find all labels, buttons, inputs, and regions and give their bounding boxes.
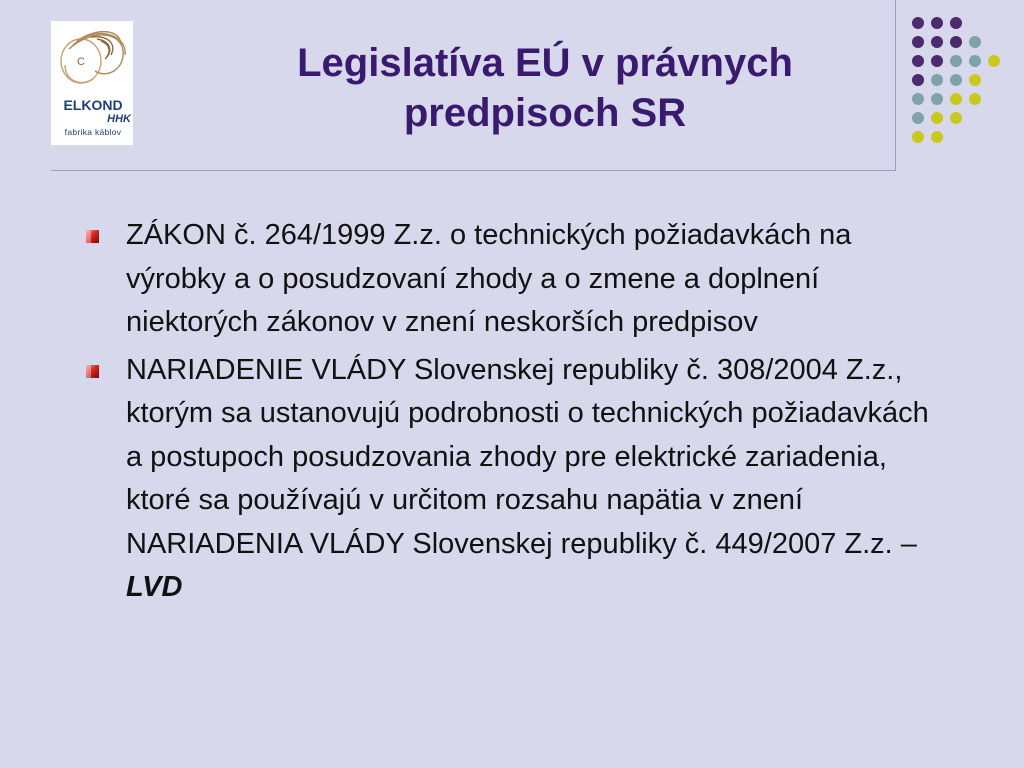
header-vertical-divider <box>895 0 896 171</box>
dot <box>931 131 943 143</box>
dot-row-7 <box>912 131 943 143</box>
dot-row-2 <box>912 36 981 48</box>
title-line-1: Legislatíva EÚ v právnych <box>297 41 793 85</box>
dot <box>988 55 1000 67</box>
bullet-text: ZÁKON č. 264/1999 Z.z. o technických požiadavkách na výrobky a o posudzovaní zhody a o zmene a doplnení niektorých zákonov v znení neskorších predpisov <box>126 219 852 338</box>
dot <box>912 55 924 67</box>
bullet-emphasis: LVD <box>126 571 183 603</box>
logo-brand: ELKOND <box>63 97 123 113</box>
dot <box>969 74 981 86</box>
dot <box>950 17 962 29</box>
list-item <box>84 214 946 345</box>
dot <box>912 112 924 124</box>
dot <box>931 93 943 105</box>
dot <box>931 55 943 67</box>
dot <box>969 36 981 48</box>
dot <box>931 74 943 86</box>
bullet-text: NARIADENIE VLÁDY Slovenskej republiky č. 308/2004 Z.z., ktorým sa ustanovujú podrobnosti o technických požiadavkách a postupoch posudzovania zhody pre elektrické zariadenia, ktoré sa používajú v určitom rozsahu napätia v znení NARIADENIA VLÁDY Slovenskej republiky č. 449/2007 Z.z. – <box>126 353 929 560</box>
dot <box>931 112 943 124</box>
bullet-list <box>84 214 964 614</box>
dot <box>950 36 962 48</box>
dot <box>950 55 962 67</box>
dot <box>950 93 962 105</box>
slide-title <box>200 38 890 138</box>
dot <box>950 74 962 86</box>
header-divider <box>51 170 896 171</box>
dot <box>969 55 981 67</box>
logo-tagline: fabrika káblov <box>64 127 122 137</box>
dot-row-6 <box>912 112 962 124</box>
elkond-logo <box>51 21 133 145</box>
cable-coil-icon <box>51 21 133 101</box>
dot <box>912 17 924 29</box>
list-item <box>84 349 946 610</box>
title-line-2: predpisoch SR <box>403 91 687 135</box>
dot <box>969 93 981 105</box>
dot <box>931 36 943 48</box>
dot <box>912 131 924 143</box>
logo-sub: HHK <box>107 113 131 125</box>
dot <box>912 93 924 105</box>
dot <box>912 36 924 48</box>
dot-row-3 <box>912 55 1000 67</box>
dot <box>912 74 924 86</box>
dot-row-5 <box>912 93 981 105</box>
bullet-icon <box>86 365 99 378</box>
dot <box>931 17 943 29</box>
dot-row-1 <box>912 17 962 29</box>
dot-row-4 <box>912 74 981 86</box>
bullet-icon <box>86 230 99 243</box>
logo-mark-letter: C <box>77 56 85 68</box>
dot <box>950 112 962 124</box>
decorative-dot-grid <box>905 10 1015 150</box>
